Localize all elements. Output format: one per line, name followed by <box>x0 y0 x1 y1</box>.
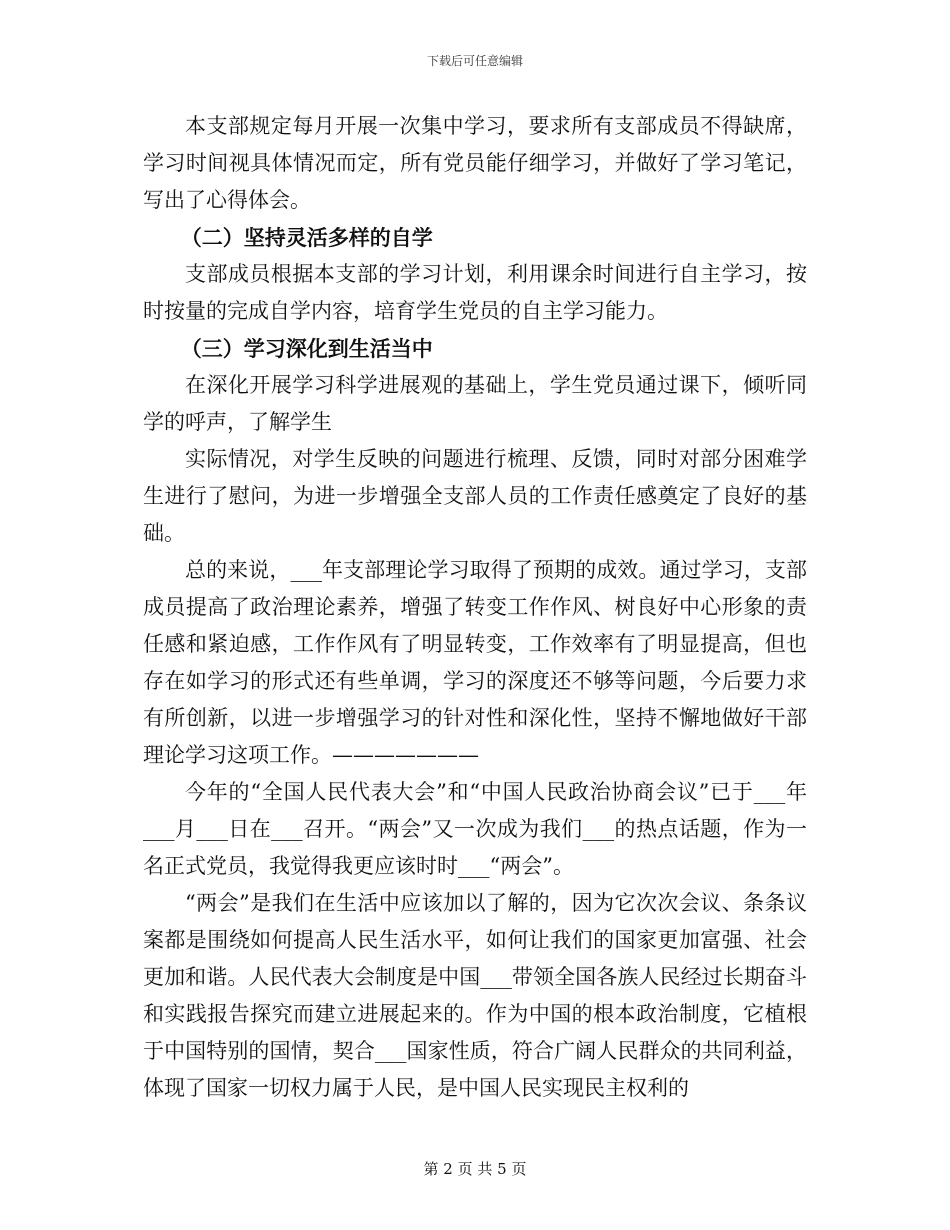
body-paragraph: 实际情况，对学生反映的问题进行梳理、反馈，同时对部分困难学生进行了慰问，为进一步增强全支部人员的工作责任感奠定了良好的基础。 <box>143 447 807 545</box>
document-body <box>143 108 807 1107</box>
body-paragraph: 支部成员根据本支部的学习计划，利用课余时间进行自主学习，按时按量的完成自学内容，培育学生党员的自主学习能力。 <box>143 262 807 323</box>
body-paragraph: “两会”是我们在生活中应该加以了解的，因为它次次会议、条条议案都是围绕如何提高人民生活水平，如何让我们的国家更加富强、社会更加和谐。人民代表大会制度是中国___带领全国各族人民经过长期奋斗和实践报告探究而建立进展起来的。作为中国的根本政治制度，它植根于中国特别的国情，契合___国家性质，符合广阔人民群众的共同利益，体现了国家一切权力属于人民，是中国人民实现民主权利的 <box>143 891 807 1100</box>
body-paragraph: 在深化开展学习科学进展观的基础上，学生党员通过课下，倾听同学的呼声，了解学生 <box>143 373 807 434</box>
page-number: 第 2 页 共 5 页 <box>423 1160 527 1178</box>
page-header-note: 下载后可任意编辑 <box>426 54 523 68</box>
section-heading: （三）学习深化到生活当中 <box>180 336 433 361</box>
section-heading: （二）坚持灵活多样的自学 <box>180 225 433 250</box>
body-paragraph: 总的来说，___年支部理论学习取得了预期的成效。通过学习，支部成员提高了政治理论素养，增强了转变工作作风、树良好中心形象的责任感和紧迫感，工作作风有了明显转变，工作效率有了明显提高，但也存在如学习的形式还有些单调，学习的深度还不够等问题，今后要力求有所创新，以进一步增强学习的针对性和深化性，坚持不懈地做好干部理论学习这项工作。——————— <box>143 558 807 767</box>
body-paragraph: 本支部规定每月开展一次集中学习，要求所有支部成员不得缺席，学习时间视具体情况而定，所有党员能仔细学习，并做好了学习笔记，写出了心得体会。 <box>143 114 807 212</box>
body-paragraph: 今年的“全国人民代表大会”和“中国人民政治协商会议”已于___年___月___日在___召开。“两会”又一次成为我们___的热点话题，作为一名正式党员，我觉得我更应该时时___“两会”。 <box>143 780 807 878</box>
